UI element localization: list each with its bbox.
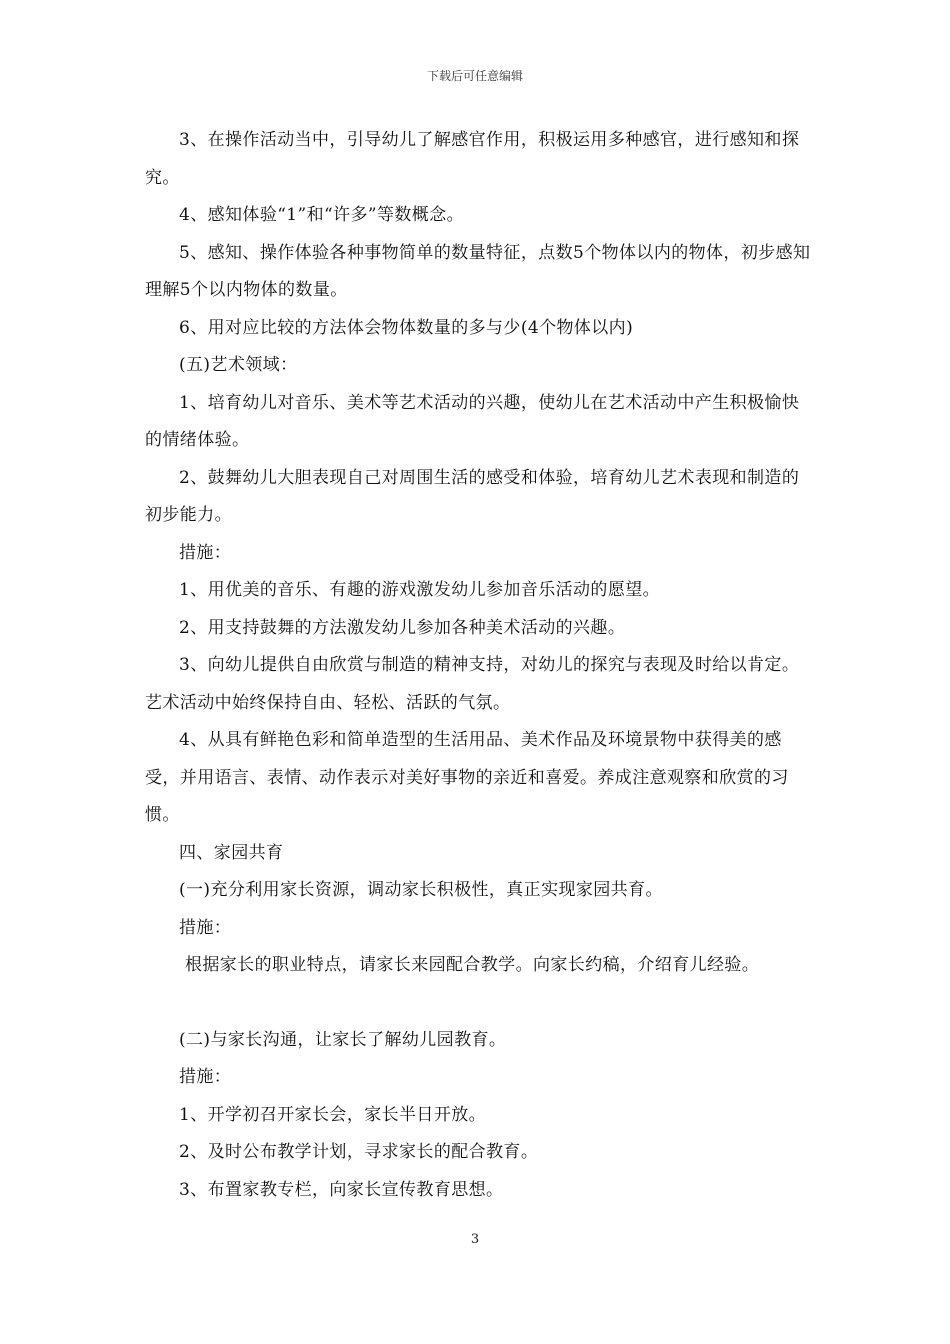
paragraph: 6、用对应比较的方法体会物体数量的多与少(4个物体以内) — [179, 317, 634, 338]
paragraph: 1、培育幼儿对音乐、美术等艺术活动的兴趣，使幼儿在艺术活动中产生积极愉快的情绪体验。 — [145, 392, 800, 450]
measures-label: 措施： — [179, 1067, 232, 1087]
document-body — [145, 122, 815, 1209]
measures-label: 措施： — [179, 917, 232, 938]
section-heading: 四、家园共育 — [179, 842, 284, 863]
paragraph: 3、向幼儿提供自由欣赏与制造的精神支持，对幼儿的探究与表现及时给以肯定。艺术活动中始终保持自由、轻松、活跃的气氛。 — [145, 655, 800, 713]
page-header: 下载后可任意编辑 — [426, 69, 523, 83]
paragraph: 3、布置家教专栏，向家长宣传教育思想。 — [179, 1179, 504, 1200]
paragraph: 5、感知、操作体验各种事物简单的数量特征，点数5个物体以内的物体，初步感知理解5个以内物体的数量。 — [145, 242, 811, 300]
paragraph: 2、及时公布教学计划，寻求家长的配合教育。 — [179, 1142, 539, 1162]
subsection-heading: (一)充分利用家长资源，调动家长积极性，真正实现家园共育。 — [179, 880, 663, 900]
paragraph: 4、从具有鲜艳色彩和简单造型的生活用品、美术作品及环境景物中获得美的感受，并用语言、表情、动作表示对美好事物的亲近和喜爱。养成注意观察和欣赏的习惯。 — [145, 730, 789, 825]
paragraph: 1、用优美的音乐、有趣的游戏激发幼儿参加音乐活动的愿望。 — [179, 580, 661, 600]
paragraph: 2、鼓舞幼儿大胆表现自己对周围生活的感受和体验，培育幼儿艺术表现和制造的初步能力。 — [145, 467, 800, 525]
section-heading: (五)艺术领域： — [179, 355, 298, 375]
page-number: 3 — [470, 1232, 480, 1247]
measures-label: 措施： — [179, 542, 232, 563]
paragraph: 4、感知体验“1”和“许多”等数概念。 — [179, 205, 464, 225]
paragraph: 根据家长的职业特点，请家长来园配合教学。向家长约稿，介绍育儿经验。 — [185, 955, 760, 975]
paragraph: 1、开学初召开家长会，家长半日开放。 — [179, 1104, 487, 1125]
paragraph: 3、在操作活动当中，引导幼儿了解感官作用，积极运用多种感官，进行感知和探究。 — [145, 130, 800, 188]
subsection-heading: (二)与家长沟通，让家长了解幼儿园教育。 — [179, 1029, 507, 1050]
paragraph: 2、用支持鼓舞的方法激发幼儿参加各种美术活动的兴趣。 — [179, 617, 626, 638]
blank-line — [145, 985, 815, 1022]
